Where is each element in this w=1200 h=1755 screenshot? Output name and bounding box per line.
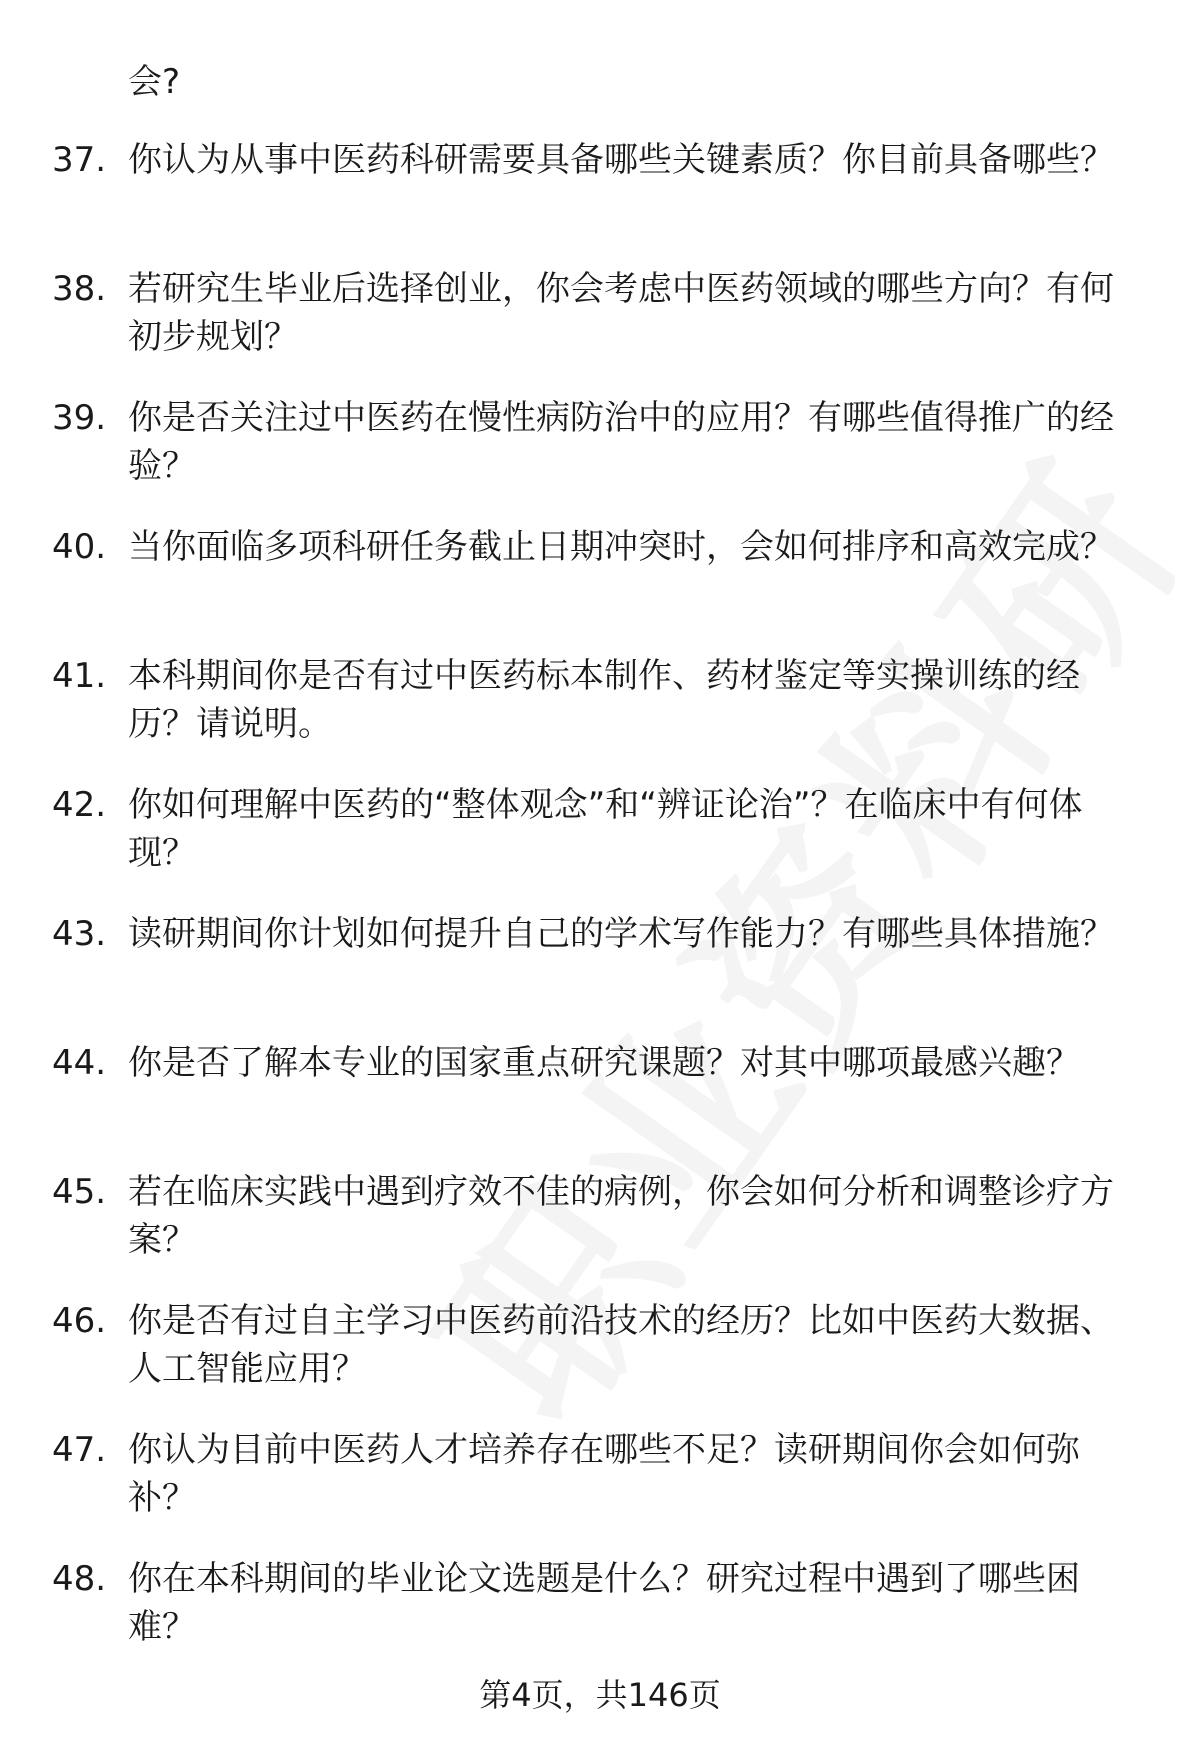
question-text: 你认为目前中医药人才培养存在哪些不足？读研期间你会如何弥补？ [128, 1430, 1080, 1518]
question-text: 读研期间你计划如何提升自己的学术写作能力？有哪些具体措施？ [128, 914, 1114, 954]
list-item [52, 910, 1152, 1039]
question-number: 48. [52, 1559, 107, 1599]
list-item [52, 1555, 1152, 1684]
question-text: 若在临床实践中遇到疗效不佳的病例，你会如何分析和调整诊疗方案？ [128, 1172, 1114, 1260]
question-text: 你是否了解本专业的国家重点研究课题？对其中哪项最感兴趣？ [128, 1043, 1080, 1083]
list-item [52, 1039, 1152, 1168]
question-number: 47. [52, 1430, 107, 1470]
list-item [52, 652, 1152, 781]
question-text: 当你面临多项科研任务截止日期冲突时，会如何排序和高效完成？ [128, 527, 1114, 567]
question-text: 你如何理解中医药的“整体观念”和“辨证论治”？在临床中有何体现？ [128, 785, 1083, 873]
list-item [52, 136, 1152, 265]
question-number: 38. [52, 269, 107, 309]
list-item [52, 1426, 1152, 1555]
question-text: 你是否有过自主学习中医药前沿技术的经历？比如中医药大数据、人工智能应用？ [128, 1301, 1114, 1389]
question-number: 41. [52, 656, 107, 696]
question-number: 46. [52, 1301, 107, 1341]
continuation-text: 会? [128, 62, 181, 102]
question-number: 37. [52, 140, 107, 180]
list-item [52, 523, 1152, 652]
list-item [52, 1168, 1152, 1297]
question-text: 若研究生毕业后选择创业，你会考虑中医药领域的哪些方向？有何初步规划？ [128, 269, 1114, 357]
question-list [52, 136, 1152, 1684]
list-item [52, 265, 1152, 394]
question-number: 40. [52, 527, 107, 567]
question-text: 你认为从事中医药科研需要具备哪些关键素质？你目前具备哪些？ [128, 140, 1114, 180]
question-number: 39. [52, 398, 107, 438]
question-text: 你在本科期间的毕业论文选题是什么？研究过程中遇到了哪些困难？ [128, 1559, 1080, 1647]
question-text: 本科期间你是否有过中医药标本制作、药材鉴定等实操训练的经历？请说明。 [128, 656, 1080, 744]
list-item [52, 1297, 1152, 1426]
list-item [52, 781, 1152, 910]
list-item [52, 394, 1152, 523]
question-number: 43. [52, 914, 107, 954]
question-number: 45. [52, 1172, 107, 1212]
page-footer: 第4页，共146页 [479, 1676, 721, 1714]
question-number: 42. [52, 785, 107, 825]
question-number: 44. [52, 1043, 107, 1083]
question-text: 你是否关注过中医药在慢性病防治中的应用？有哪些值得推广的经验？ [128, 398, 1114, 486]
